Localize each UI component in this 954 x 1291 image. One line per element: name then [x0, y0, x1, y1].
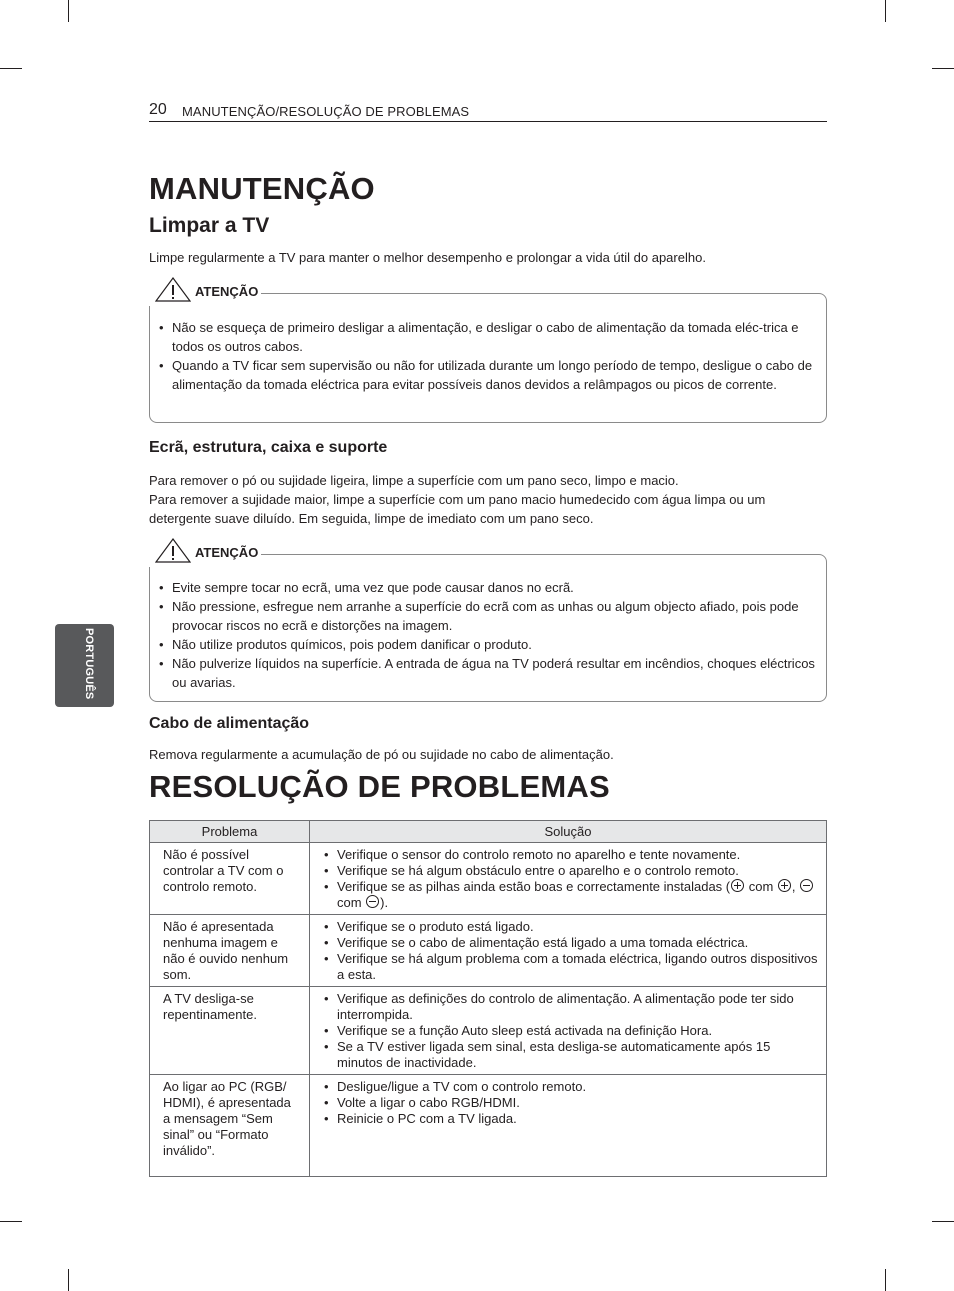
screen-text-line: Para remover a sujidade maior, limpe a superfície com um pano macio humedecido com água limpa ou um detergente suave diluído. Em seguida, limpe de imediato com um pano seco. — [149, 492, 766, 526]
column-header-solution: Solução — [310, 821, 827, 843]
solution-item: • Volte a ligar o cabo RGB/HDMI. — [324, 1095, 818, 1111]
caution-header — [149, 537, 261, 567]
solution-text: com — [337, 895, 366, 910]
solution-item: • Desligue/ligue a TV com o controlo remoto. — [324, 1079, 818, 1095]
table-row — [150, 843, 827, 915]
troubleshooting-table — [149, 820, 827, 1177]
crop-mark — [885, 1269, 886, 1291]
cable-heading: Cabo de alimentação — [149, 715, 310, 732]
running-header: MANUTENÇÃO/RESOLUÇÃO DE PROBLEMAS — [182, 104, 470, 119]
solution-text: ). — [380, 895, 389, 910]
column-header-problem: Problema — [150, 821, 310, 843]
page-number: 20 — [149, 101, 167, 118]
maintenance-title: MANUTENÇÃO — [149, 171, 375, 206]
clean-tv-heading: Limpar a TV — [149, 214, 270, 237]
caution-box — [149, 283, 827, 423]
solution-cell — [310, 915, 827, 987]
solution-item: • Verifique as definições do controlo de alimentação. A alimentação pode ter sido interrompida. — [324, 991, 818, 1023]
problem-cell: Não é apresentada nenhuma imagem e não é ouvido nenhum som. — [150, 915, 310, 987]
table-row — [150, 915, 827, 987]
solution-item — [324, 879, 818, 911]
crop-mark — [885, 0, 886, 22]
header-divider — [149, 121, 827, 122]
language-tab-label: PORTUGUÊS — [83, 628, 95, 700]
crop-mark — [0, 68, 22, 69]
caution-item: • Não pressione, esfregue nem arranhe a superfície do ecrã com as unhas ou algum objecto afiado, pois pode provocar riscos no ecrã e distorções na imagem. — [159, 597, 816, 635]
caution-item: • Não utilize produtos químicos, pois podem danificar o produto. — [159, 635, 816, 654]
caution-list — [159, 578, 816, 692]
solution-item: • Verifique se a função Auto sleep está activada na definição Hora. — [324, 1023, 818, 1039]
solution-cell — [310, 987, 827, 1075]
table-row — [150, 987, 827, 1075]
plus-icon — [778, 879, 791, 892]
solution-item: • Verifique o sensor do controlo remoto no aparelho e tente novamente. — [324, 847, 818, 863]
crop-mark — [0, 1221, 22, 1222]
screen-text — [149, 471, 829, 528]
caution-item: • Não se esqueça de primeiro desligar a alimentação, e desligar o cabo de alimentação da tomada eléc-trica e todos os outros cabos. — [159, 318, 816, 356]
solution-cell — [310, 1075, 827, 1177]
caution-item: • Não pulverize líquidos na superfície. A entrada de água na TV poderá resultar em incêndios, choques eléctricos ou avarias. — [159, 654, 816, 692]
solution-item: • Verifique se há algum obstáculo entre o aparelho e o controlo remoto. — [324, 863, 818, 879]
caution-box — [149, 544, 827, 702]
caution-item: • Evite sempre tocar no ecrã, uma vez que pode causar danos no ecrã. — [159, 578, 816, 597]
screen-heading: Ecrã, estrutura, caixa e suporte — [149, 439, 388, 456]
caution-label: ATENÇÃO — [195, 283, 259, 299]
caution-item: • Quando a TV ficar sem supervisão ou não for utilizada durante um longo período de tempo, desligue o cabo de alimentação da tomada eléctrica para evitar possíveis danos devidos a relâmpagos ou picos de corrente. — [159, 356, 816, 394]
solution-cell — [310, 843, 827, 915]
problem-cell: Ao ligar ao PC (RGB/ HDMI), é apresentada a mensagem “Sem sinal” ou “Formato inválido”. — [150, 1075, 310, 1177]
crop-mark — [68, 1269, 69, 1291]
troubleshooting-title: RESOLUÇÃO DE PROBLEMAS — [149, 769, 610, 804]
solution-item: • Reinicie o PC com a TV ligada. — [324, 1111, 818, 1127]
solution-item: • Verifique se o cabo de alimentação está ligado a uma tomada eléctrica. — [324, 935, 818, 951]
crop-mark — [932, 68, 954, 69]
problem-cell: Não é possível controlar a TV com o controlo remoto. — [150, 843, 310, 915]
crop-mark — [932, 1221, 954, 1222]
table-row — [150, 1075, 827, 1177]
screen-text-line: Para remover o pó ou sujidade ligeira, limpe a superfície com um pano seco, limpo e macio. — [149, 473, 679, 488]
warning-triangle-icon — [155, 276, 191, 307]
warning-triangle-icon — [155, 537, 191, 568]
solution-text: , — [791, 879, 800, 894]
table-header-row — [150, 821, 827, 843]
language-tab — [55, 624, 114, 707]
minus-icon — [366, 895, 379, 908]
solution-text: com — [745, 879, 777, 894]
caution-list — [159, 318, 816, 394]
solution-item: • Verifique se há algum problema com a tomada eléctrica, ligando outros dispositivos a esta. — [324, 951, 818, 983]
caution-label: ATENÇÃO — [195, 544, 259, 560]
cable-text: Remova regularmente a acumulação de pó ou sujidade no cabo de alimentação. — [149, 747, 614, 762]
solution-text: Verifique se as pilhas ainda estão boas e correctamente instaladas ( — [337, 879, 731, 894]
plus-icon — [731, 879, 744, 892]
solution-item: • Verifique se o produto está ligado. — [324, 919, 818, 935]
crop-mark — [68, 0, 69, 22]
solution-item: • Se a TV estiver ligada sem sinal, esta desliga-se automaticamente após 15 minutos de inactividade. — [324, 1039, 818, 1071]
caution-header — [149, 276, 261, 306]
minus-icon — [800, 879, 813, 892]
clean-tv-intro: Limpe regularmente a TV para manter o melhor desempenho e prolongar a vida útil do aparelho. — [149, 250, 706, 265]
problem-cell: A TV desliga-se repentinamente. — [150, 987, 310, 1075]
